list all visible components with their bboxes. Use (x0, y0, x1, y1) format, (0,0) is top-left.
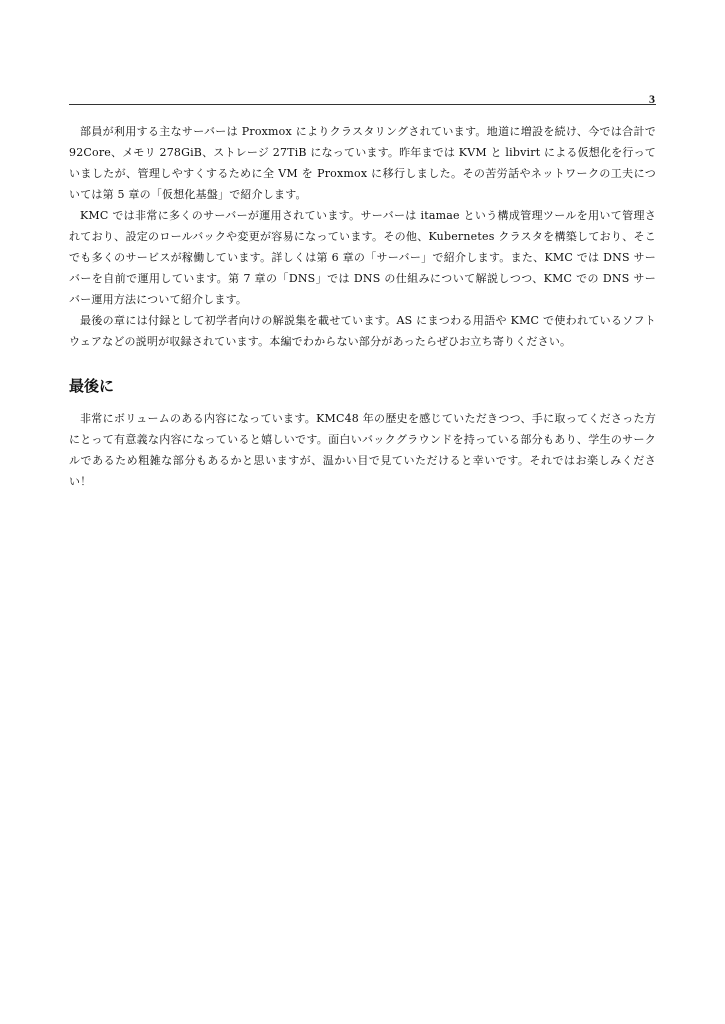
paragraph-servers: KMC では非常に多くのサーバーが運用されています。サーバーは itamae という構成管理ツールを用いて管理されており、設定のロールバックや変更が容易になっています。その他、Kubernetes クラスタを構築しており、そこでも多くのサービスが稼働しています。詳しくは第 6 章の「サーバー」で紹介します。また、KMC では DNS サーバーを自前で運用しています。第 7 章の「DNS」では DNS の仕組みについて解説しつつ、KMC での DNS サーバー運用方法について紹介します。 (69, 209, 656, 306)
header-rule (69, 104, 656, 105)
section-title-closing: 最後に (69, 377, 115, 395)
paragraph-closing: 非常にボリュームのある内容になっています。KMC48 年の歴史を感じていただきつつ、手に取ってくださった方にとって有意義な内容になっていると嬉しいです。面白いバックグラウンドを持っている部分もあり、学生のサークルであるため粗雑な部分もあるかと思いますが、温かい目で見ていただけると幸いです。それではお楽しみください！ (69, 412, 656, 488)
page-content (69, 121, 656, 492)
page-number: 3 (649, 92, 655, 106)
paragraph-proxmox: 部員が利用する主なサーバーは Proxmox によりクラスタリングされています。地道に増設を続け、今では合計で 92Core、メモリ 278GiB、ストレージ 27TiB になっています。昨年までは KVM と libvirt による仮想化を行っていましたが、管理しやすくするために全 VM を Proxmox に移行しました。その苦労話やネットワークの工夫については第 5 章の「仮想化基盤」で紹介します。 (69, 125, 657, 201)
paragraph-appendix: 最後の章には付録として初学者向けの解説集を載せています。AS にまつわる用語や KMC で使われているソフトウェアなどの説明が収録されています。本編でわからない部分があったらぜひお立ち寄りください。 (69, 314, 656, 348)
